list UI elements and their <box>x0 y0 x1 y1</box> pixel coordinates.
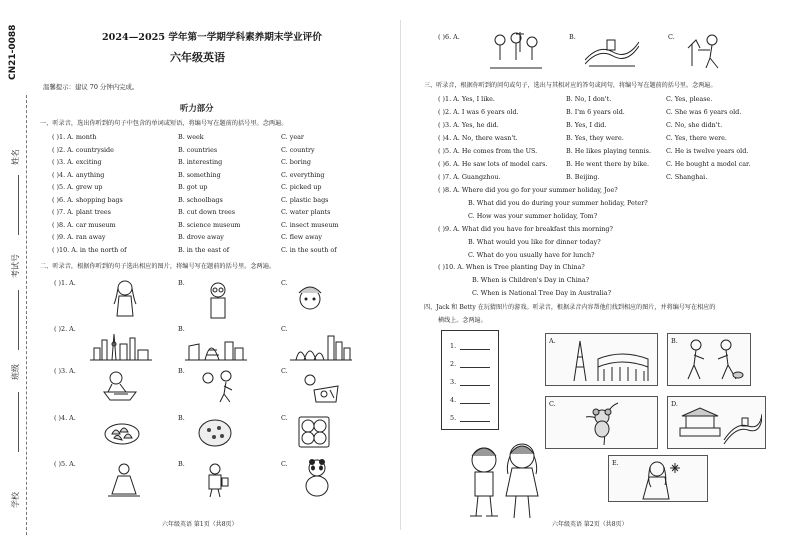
koala-on-tree-icon <box>574 399 630 445</box>
q2-label-a[interactable]: ( )1. A. <box>54 279 76 287</box>
q3-10-option-b[interactable]: B. When is Children's Day in China? <box>472 276 590 284</box>
q3-10-option-c[interactable]: C. When is National Tree Day in Australia? <box>472 289 612 297</box>
q1-option-c[interactable]: C. in the south of <box>281 245 337 254</box>
q4-picture-e[interactable] <box>608 455 708 502</box>
q3-option-c[interactable]: C. Shanghai. <box>666 173 708 181</box>
q2-label-b[interactable]: B. <box>178 367 185 375</box>
margin-label-name: 姓名 <box>11 149 20 165</box>
q4-blank-label: 4. <box>450 396 457 404</box>
opera-house-skyline-icon <box>290 330 352 362</box>
q4-picture-d[interactable] <box>667 396 766 449</box>
q1-option-a[interactable]: ( )5. A. grew up <box>52 183 103 191</box>
children-planting-trees-icon <box>490 30 542 72</box>
q2-label-a[interactable]: ( )3. A. <box>54 367 76 375</box>
q2-label-c[interactable]: C. <box>281 367 288 375</box>
q4-picture-label: E. <box>612 459 619 467</box>
class-blank[interactable] <box>18 392 19 452</box>
exam-title: 2024—2025 学年第一学期学科素养期末学业评价 <box>102 32 322 43</box>
jack-betty-kids-icon <box>462 436 548 526</box>
q1-option-a[interactable]: ( )8. A. car museum <box>52 220 116 229</box>
q4-answer-box <box>441 330 499 430</box>
q3-8-option-c[interactable]: C. How was your summer holiday, Tom? <box>468 212 598 220</box>
pizza-icon <box>198 418 232 448</box>
q3-9-option-c[interactable]: C. What do you usually have for lunch? <box>468 251 595 259</box>
left-page-footer: 六年级英语 第1页（共8页） <box>162 521 238 528</box>
q4-blank-line[interactable] <box>460 367 490 368</box>
q1-option-a[interactable]: ( )6. A. shopping bags <box>52 195 123 204</box>
q4-blank-line[interactable] <box>460 421 490 422</box>
q3-option-b[interactable]: B. He went there by bike. <box>566 160 650 168</box>
girl-with-braids-icon <box>110 278 140 318</box>
q2-6-label-a[interactable]: ( )6. A. <box>438 33 460 41</box>
q2-6-label-b[interactable]: B. <box>569 33 576 41</box>
q3-option-c[interactable]: C. She was 6 years old. <box>666 108 742 116</box>
q2-label-c[interactable]: C. <box>281 279 288 287</box>
boy-doing-homework-icon <box>100 370 140 402</box>
q1-option-c[interactable]: C. year <box>281 133 304 141</box>
dumplings-plate-icon <box>104 418 140 446</box>
q3-8-option-a[interactable]: ( )8. A. Where did you go for your summer holiday, Joe? <box>438 186 618 194</box>
q2-label-b[interactable]: B. <box>178 414 185 422</box>
q4-picture-c[interactable] <box>545 396 658 449</box>
q2-label-c[interactable]: C. <box>281 414 288 422</box>
q4-blank-label: 2. <box>450 360 457 368</box>
q4-blank-label: 5. <box>450 414 457 422</box>
snow-queen-icon <box>637 457 683 500</box>
q3-option-c[interactable]: C. Yes, there were. <box>666 134 727 142</box>
city-skyline-icon <box>90 330 152 362</box>
q1-option-b[interactable]: B. interesting <box>178 158 223 166</box>
q3-option-a[interactable]: ( )1. A. Yes, I like. <box>438 95 495 103</box>
q3-9-option-a[interactable]: ( )9. A. What did you have for breakfast this morning? <box>438 225 613 233</box>
q2-label-c[interactable]: C. <box>281 460 288 468</box>
margin-label-exam-number: 考试号 <box>11 254 20 278</box>
q3-option-b[interactable]: B. I'm 6 years old. <box>566 108 625 116</box>
q2-label-a[interactable]: ( )2. A. <box>54 325 76 333</box>
q3-option-b[interactable]: B. Yes, they were. <box>566 134 624 142</box>
q3-option-a[interactable]: ( )7. A. Guangzhou. <box>438 173 501 181</box>
q1-option-c[interactable]: C. water plants <box>281 208 331 216</box>
q4-blank-line[interactable] <box>460 385 490 386</box>
q2-label-b[interactable]: B. <box>178 279 185 287</box>
q3-option-c[interactable]: C. No, she didn't. <box>666 121 723 129</box>
right-page-footer: 六年级英语 第2页（共8页） <box>552 521 628 528</box>
q1-option-c[interactable]: C. everything <box>281 170 325 179</box>
q1-option-a[interactable]: ( )3. A. exciting <box>52 158 102 166</box>
q4-blank-label: 3. <box>450 378 457 386</box>
q3-10-option-a[interactable]: ( )10. A. When is Tree planting Day in China? <box>438 263 585 271</box>
q3-9-option-b[interactable]: B. What would you like for dinner today? <box>468 238 601 246</box>
sushi-rolls-icon <box>298 416 330 448</box>
boy-with-bag-icon <box>200 462 230 498</box>
q3-option-c[interactable]: C. Yes, please. <box>666 95 713 103</box>
q1-option-a[interactable]: ( )2. A. countryside <box>52 145 114 154</box>
q1-option-a[interactable]: ( )4. A. anything <box>52 170 105 179</box>
q3-option-a[interactable]: ( )2. A. I was 6 years old. <box>438 108 519 116</box>
exam-number-blank[interactable] <box>18 290 19 350</box>
q1-option-a[interactable]: ( )7. A. plant trees <box>52 208 111 216</box>
margin-label-school: 学校 <box>11 492 20 508</box>
stadium-skyline-icon <box>185 330 247 362</box>
q1-option-b[interactable]: B. week <box>178 133 204 141</box>
q1-option-c[interactable]: C. country <box>281 145 315 154</box>
q4-blank-label: 1. <box>450 342 457 350</box>
q4-picture-label: C. <box>549 400 556 408</box>
q1-option-b[interactable]: B. in the east of <box>178 245 230 254</box>
q3-instruction: 三、听录音，根据你听到的问句或句子，选出与其相对应的答句或问句，将编号写在题前的括号里。念两遍。 <box>424 82 717 89</box>
q1-option-c[interactable]: C. boring <box>281 158 311 166</box>
binding-line <box>26 95 27 535</box>
time-tip: 温馨提示：建议 70 分钟内完成。 <box>43 83 139 91</box>
q4-blank-line[interactable] <box>460 403 490 404</box>
subject-title: 六年级英语 <box>170 51 225 64</box>
q3-option-a[interactable]: ( )6. A. He saw lots of model cars. <box>438 160 548 168</box>
q3-option-b[interactable]: B. Yes, I did. <box>566 121 607 129</box>
q3-option-c[interactable]: C. He bought a model car. <box>666 160 751 168</box>
boy-with-glasses-icon <box>205 280 231 320</box>
forbidden-city-great-wall-icon <box>678 400 762 446</box>
q3-8-option-b[interactable]: B. What did you do during your summer holiday, Peter? <box>468 199 648 207</box>
panda-kungfu-icon <box>300 458 334 498</box>
q3-option-c[interactable]: C. He is twelve years old. <box>666 147 749 155</box>
exam-code: CN21-0088 <box>8 24 18 80</box>
q1-option-b[interactable]: B. drove away <box>178 233 224 241</box>
q1-option-a[interactable]: ( )9. A. ran away <box>52 233 106 241</box>
q3-option-b[interactable]: B. Beijing. <box>566 173 600 181</box>
q4-picture-a[interactable] <box>545 333 658 386</box>
q1-option-b[interactable]: B. science museum <box>178 220 241 229</box>
page-divider <box>400 20 401 530</box>
q4-picture-label: B. <box>671 337 678 345</box>
section-listening: 听力部分 <box>180 103 214 113</box>
q4-instruction: 四、Jack 和 Betty 在玩猜图片的游戏。听录音，根据录音内容帮他们找到相应的图片，并将编号写在相应的 <box>424 304 716 311</box>
eiffel-tower-colosseum-icon <box>558 337 654 383</box>
q3-option-b[interactable]: B. He likes playing tennis. <box>566 147 651 155</box>
worker-cutting-tree-icon <box>686 30 726 70</box>
name-blank[interactable] <box>18 175 19 235</box>
q1-option-b[interactable]: B. got up <box>178 183 208 191</box>
q2-label-b[interactable]: B. <box>178 325 185 333</box>
q3-option-a[interactable]: ( )5. A. He comes from the US. <box>438 147 538 155</box>
great-wall-icon <box>585 34 639 68</box>
q3-option-b[interactable]: B. No, I don't. <box>566 95 612 103</box>
margin-label-class: 班级 <box>11 364 20 380</box>
girl-with-hat-icon <box>296 283 324 319</box>
girl-playing-football-icon <box>200 370 236 406</box>
q4-picture-label: D. <box>671 400 678 408</box>
q1-option-c[interactable]: C. picked up <box>281 183 322 191</box>
q1-option-a[interactable]: ( )10. A. in the north of <box>52 245 127 254</box>
q1-option-b[interactable]: B. schoolbags <box>178 195 223 204</box>
q1-option-b[interactable]: B. countries <box>178 145 218 154</box>
q2-instruction: 二、听录音，根据你听到的句子选出相应的图片，将编号写在题前的括号里。念两遍。 <box>40 263 276 270</box>
q1-option-c[interactable]: C. insect museum <box>281 220 339 229</box>
q4-picture-b[interactable] <box>667 333 751 386</box>
q1-option-c[interactable]: C. plastic bags <box>281 195 329 204</box>
q2-6-label-c[interactable]: C. <box>668 33 675 41</box>
q1-option-c[interactable]: C. flew away <box>281 233 322 241</box>
rugby-players-icon <box>682 337 746 383</box>
q3-option-a[interactable]: ( )4. A. No, there wasn't. <box>438 134 518 142</box>
q2-label-c[interactable]: C. <box>281 325 288 333</box>
q4-blank-line[interactable] <box>460 349 490 350</box>
q4-instruction-cont: 横线上。念两遍。 <box>438 317 487 324</box>
q2-label-a[interactable]: ( )4. A. <box>54 414 76 422</box>
girl-in-dress-icon <box>108 462 140 498</box>
q1-option-a[interactable]: ( )1. A. month <box>52 133 97 141</box>
q1-option-b[interactable]: B. cut down trees <box>178 208 236 216</box>
q2-label-b[interactable]: B. <box>178 460 185 468</box>
q4-picture-label: A. <box>549 337 556 345</box>
q1-option-b[interactable]: B. something <box>178 170 221 179</box>
q3-option-a[interactable]: ( )3. A. Yes, he did. <box>438 121 499 129</box>
q1-instruction: 一、听录音，选出你听到的句子中包含的单词或短语，将编号写在题前的括号里。念两遍。 <box>40 120 288 127</box>
child-drawing-picture-icon <box>300 372 340 404</box>
q2-label-a[interactable]: ( )5. A. <box>54 460 76 468</box>
